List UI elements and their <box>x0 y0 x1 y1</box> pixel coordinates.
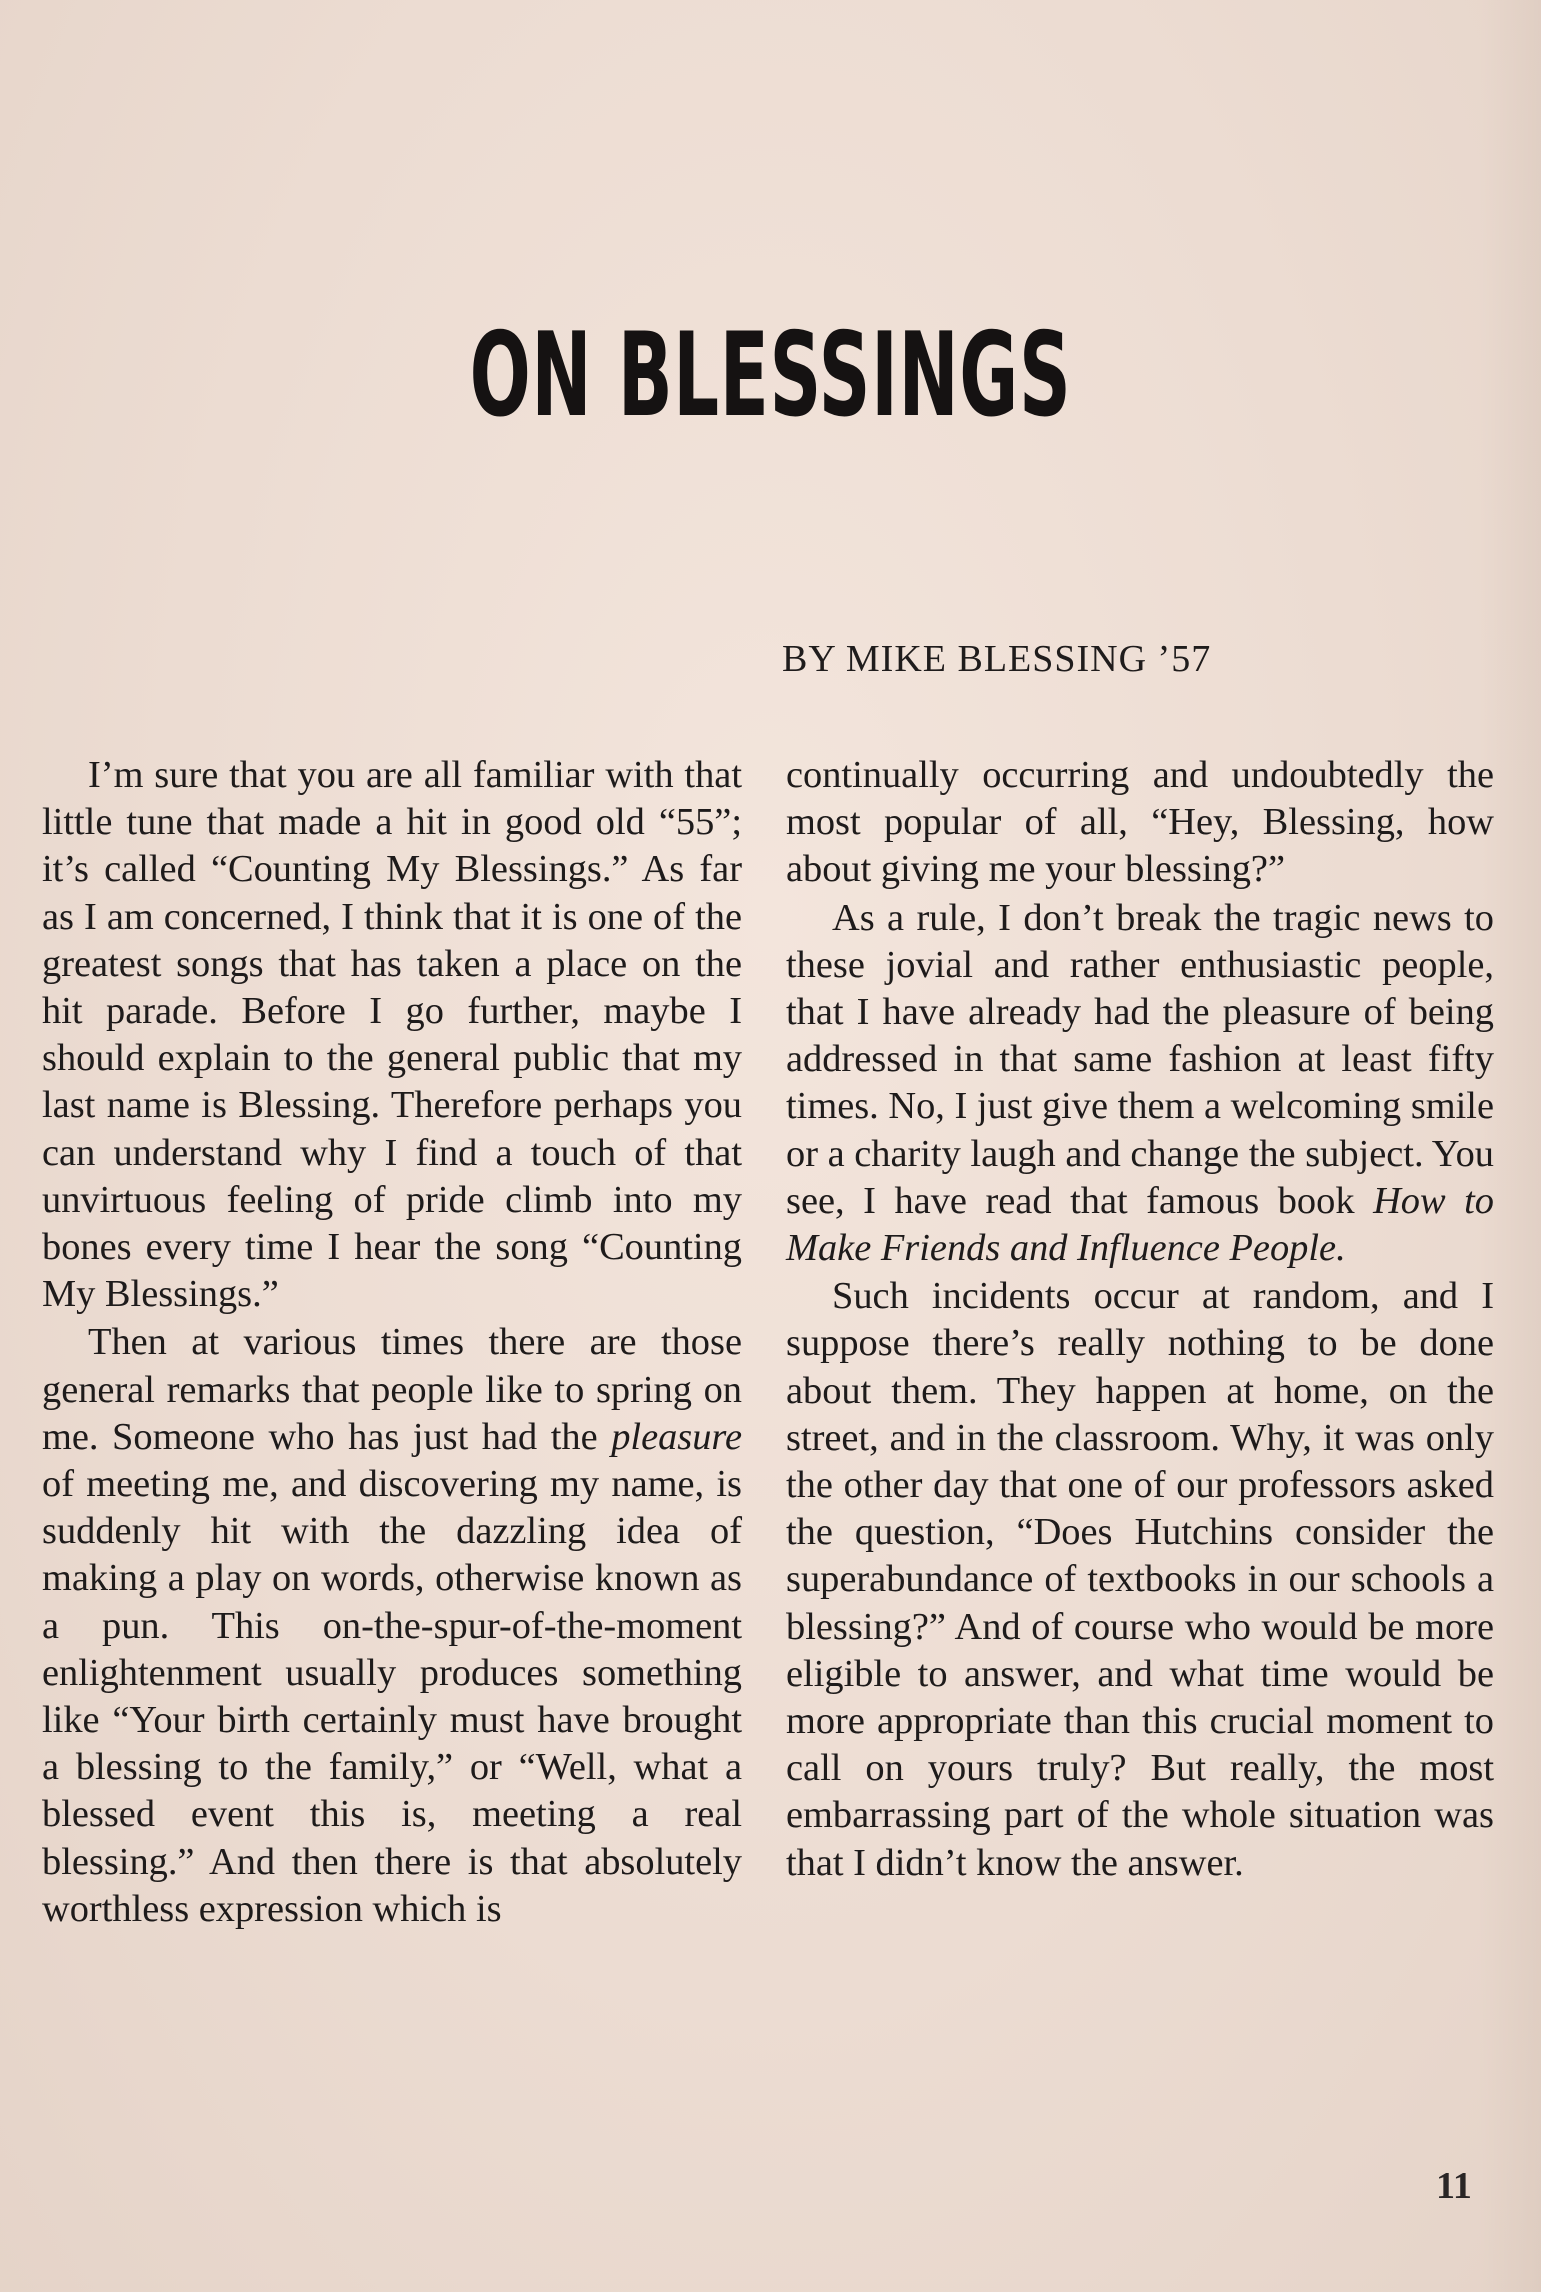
left-paragraph-2-emphasis: pleasure <box>611 1415 742 1458</box>
page-number: 11 <box>1436 2165 1472 2207</box>
left-column <box>42 752 742 1933</box>
article-title: ON BLESSINGS <box>469 308 1072 443</box>
book-title: How to Make Friends and Influence People. <box>786 1179 1494 1270</box>
left-paragraph-2 <box>42 1319 742 1933</box>
author-byline: BY MIKE BLESSING ’57 <box>782 638 1212 680</box>
right-paragraph-1: continually occurring and undoubtedly the most popular of all, “Hey, Blessing, how about giving me your blessing?” <box>786 754 1494 891</box>
left-paragraph-1: I’m sure that you are all familiar with that little tune that made a hit in good old “55”; it’s called “Counting My Blessings.” As far as I am concerned, I think that it is one of the greatest songs that has taken a place on the hit parade. Before I go further, maybe I should explain to the general public that my last name is Blessing. Therefore perhaps you can understand why I find a touch of that unvirtuous feeling of pride climb into my bones every time I hear the song “Counting My Blessings.” <box>42 754 742 1316</box>
left-paragraph-2-text-a: Then at various times there are those general remarks that people like to spring on me. Someone who has just had the <box>42 1321 742 1458</box>
right-paragraph-2-text: As a rule, I don’t break the tragic news to these jovial and rather enthusiastic people, that I have already had the pleasure of being addressed in that same fashion at least fifty times. No, I just give them a welcoming smile or a charity laugh and change the subject. You see, I have read that famous book <box>786 896 1494 1222</box>
right-paragraph-2 <box>786 895 1494 1273</box>
left-paragraph-2-text-b: of meeting me, and discovering my name, is suddenly hit with the dazzling idea of making a play on words, otherwise known as a pun. This on-the-spur-of-the-moment enlightenment usually produces something like “Your birth certainly must have brought a blessing to the family,” or “Well, what a blessed event this is, meeting a real blessing.” And then there is that absolutely worthless expression which is <box>42 1463 742 1930</box>
right-paragraph-3: Such incidents occur at random, and I suppose there’s really nothing to be done about them. They happen at home, on the street, and in the classroom. Why, it was only the other day that one of our professors asked the question, “Does Hutchins consider the superabundance of textbooks in our schools a blessing?” And of course who would be more eligible to answer, and what time would be more appropriate than this crucial moment to call on yours truly? But really, the most embarrassing part of the whole situation was that I didn’t know the answer. <box>786 1275 1494 1884</box>
right-column <box>786 752 1494 1887</box>
